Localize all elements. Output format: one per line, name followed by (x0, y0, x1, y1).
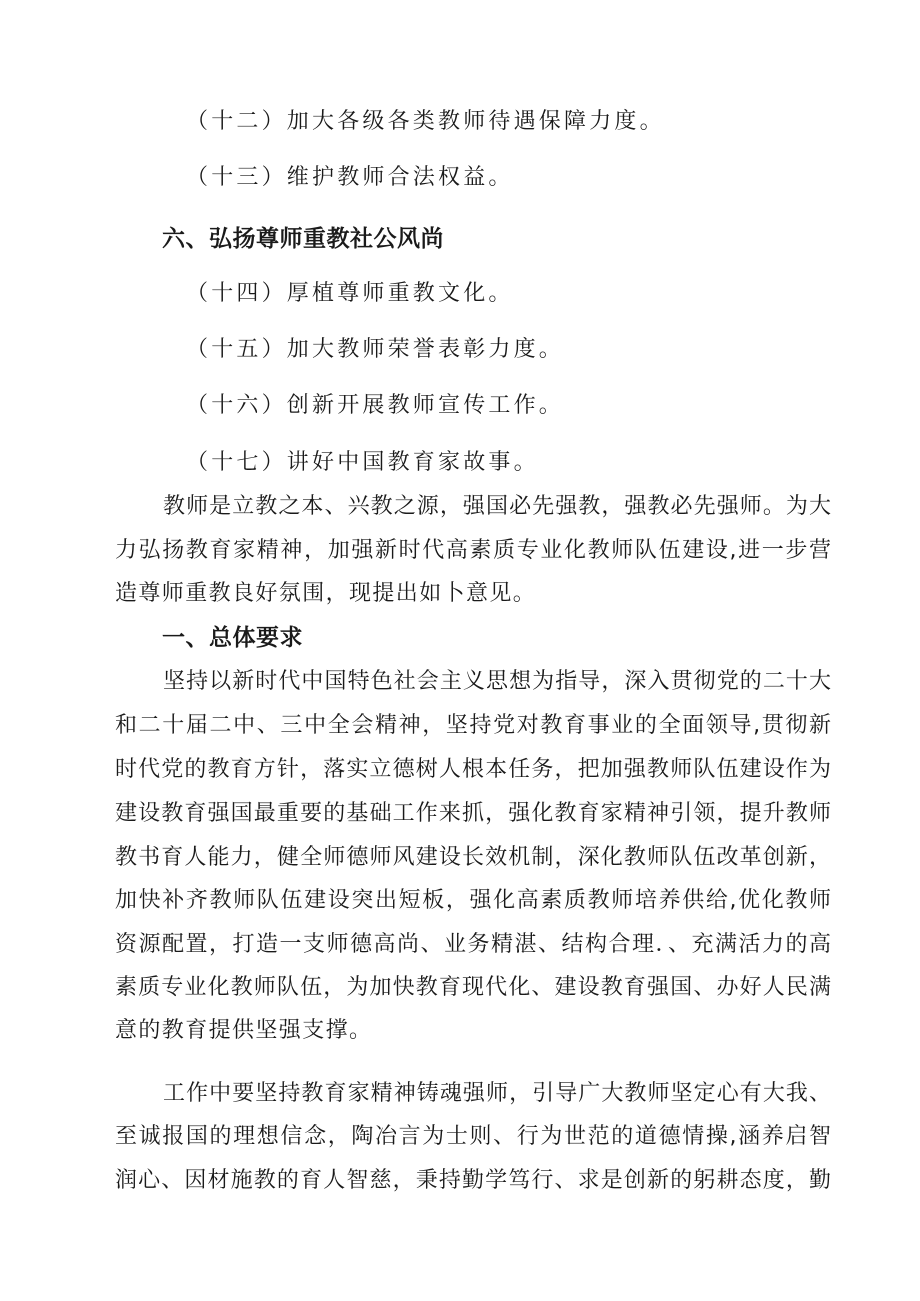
para2-line-2: 至诚报国的理想信念，陶冶言为士则、行为世范的道德情操,涵养启智 (115, 1124, 831, 1149)
list-item-17: （十七）讲好中国教育家故事。 (186, 450, 539, 475)
para1-line-8: 素质专业化教师队伍，为加快教育现代化、建设教育强国、办好人民满 (115, 975, 831, 1000)
para1-line-9: 意的教育提供坚强支撑。 (115, 1018, 373, 1043)
intro-line-3: 造尊师重教良好氛围，现提出如卜意见。 (115, 581, 537, 606)
para1-line-1: 坚持以新时代中国特色社会主义思想为指导，深入贯彻党的二十大 (163, 669, 831, 694)
para1-line-3: 时代党的教育方针，落实立德树人根本任务，把加强教师队伍建设作为 (115, 757, 831, 782)
list-item-16: （十六）创新开展教师宣传工作。 (186, 393, 565, 418)
section-heading-six: 六、弘扬尊师重教社公风尚 (162, 226, 444, 252)
list-item-15: （十五）加大教师荣誉表彰力度。 (186, 337, 565, 362)
para1-line-7: 资源配置，打造一支师德高尚、业务精湛、结构合理．、充满活力的高 (115, 932, 831, 957)
intro-line-2: 力弘扬教育家精神，加强新时代高素质专业化教师队伍建设,进一步营 (115, 538, 831, 563)
list-item-14: （十四）厚植尊师重教文化。 (186, 281, 514, 306)
para1-line-6: 加快补齐教师队伍建设突出短板，强化高素质教师培养供给,优化教师 (115, 888, 831, 913)
list-item-13: （十三）维护教师合法权益。 (186, 165, 514, 190)
intro-line-1: 教师是立教之本、兴教之源，强国必先强教，强教必先强师。为大 (163, 494, 831, 519)
list-item-12: （十二）加大各级各类教师待遇保障力度。 (186, 109, 665, 134)
section-heading-one: 一、总体要求 (162, 625, 303, 651)
para2-line-1: 工作中要坚持教育家精神铸魂强师，引导广大教师坚定心有大我、 (163, 1081, 831, 1106)
para2-line-3: 润心、因材施教的育人智慈，秉持勤学笃行、求是创新的躬耕态度，勤 (115, 1168, 831, 1193)
para1-line-4: 建设教育强国最重要的基础工作来抓，强化教育家精神引领，提升教师 (115, 801, 831, 826)
para1-line-5: 教书育人能力，健全师德师风建设长效机制，深化教师队伍改革创新， (115, 845, 831, 870)
para1-line-2: 和二十届二中、三中全会精神，坚持党对教育事业的全面领导,贯彻新 (115, 713, 831, 738)
